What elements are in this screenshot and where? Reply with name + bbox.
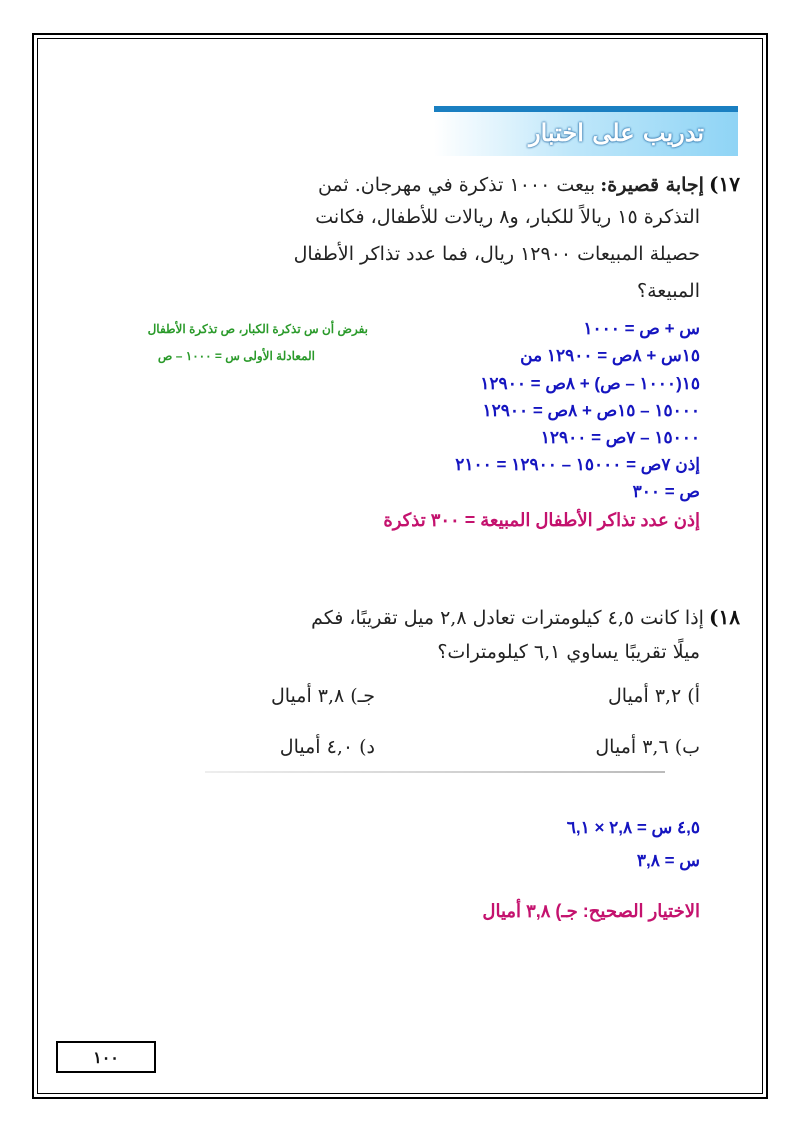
q18-option-a: أ) ٣,٢ أميال [607, 685, 700, 707]
q18-solution-line-2: س = ٣,٨ [636, 851, 700, 870]
q17-solution-line-4: ١٥٠٠٠ – ١٥ص + ٨ص = ١٢٩٠٠ [482, 401, 700, 420]
q18-number: ١٨) [709, 605, 740, 629]
q17-answer: إذن عدد تذاكر الأطفال المبيعة = ٣٠٠ تذكرة [383, 510, 700, 530]
q17-note-assume: بفرض أن س تذكرة الكبار، ص تذكرة الأطفال [147, 322, 368, 336]
q18-option-c: جـ) ٣,٨ أميال [270, 685, 375, 707]
q17-solution-line-2: ١٥س + ٨ص = ١٢٩٠٠ من [520, 346, 700, 365]
options-divider [205, 771, 665, 773]
q18-line-1: إذا كانت ٤,٥ كيلومترات تعادل ٢,٨ ميل تقريبًا، فكم [311, 607, 704, 629]
q18-first-line [311, 605, 740, 629]
q17-line-2: التذكرة ١٥ ريالاً للكبار، و٨ ريالات للأطفال، فكانت [315, 206, 700, 228]
q17-line-4: المبيعة؟ [637, 280, 700, 302]
q18-solution-line-1: ٤,٥ س = ٢,٨ × ٦,١ [566, 818, 700, 837]
q17-number: ١٧) [709, 172, 740, 196]
q17-label: إجابة قصيرة: [600, 174, 704, 196]
section-title: تدريب على اختبار [529, 118, 704, 147]
q17-solution-line-1: س + ص = ١٠٠٠ [583, 319, 700, 338]
page-border-inner [37, 38, 763, 1094]
q17-first-line [318, 172, 740, 196]
q17-note-equation: المعادلة الأولى س = ١٠٠٠ – ص [157, 349, 315, 363]
section-banner [434, 106, 738, 156]
q17-line-3: حصيلة المبيعات ١٢٩٠٠ ريال، فما عدد تذاكر الأطفال [293, 243, 700, 265]
q17-solution-line-6: إذن ٧ص = ١٥٠٠٠ – ١٢٩٠٠ = ٢١٠٠ [455, 455, 700, 474]
q18-line-2: ميلًا تقريبًا يساوي ٦,١ كيلومترات؟ [437, 641, 700, 663]
q17-solution-line-7: ص = ٣٠٠ [632, 482, 700, 501]
q17-solution-line-5: ١٥٠٠٠ – ٧ص = ١٢٩٠٠ [540, 428, 700, 447]
q18-option-d: د) ٤,٠ أميال [279, 736, 375, 758]
page-number-box [56, 1041, 156, 1073]
q17-solution-line-3: ١٥(١٠٠٠ – ص) + ٨ص = ١٢٩٠٠ [480, 374, 700, 393]
q17-line-1: بيعت ١٠٠٠ تذكرة في مهرجان. ثمن [317, 174, 596, 196]
q18-option-b: ب) ٣,٦ أميال [595, 736, 700, 758]
q18-answer: الاختيار الصحيح: جـ) ٣,٨ أميال [482, 901, 700, 921]
page-number: ١٠٠ [93, 1050, 119, 1067]
